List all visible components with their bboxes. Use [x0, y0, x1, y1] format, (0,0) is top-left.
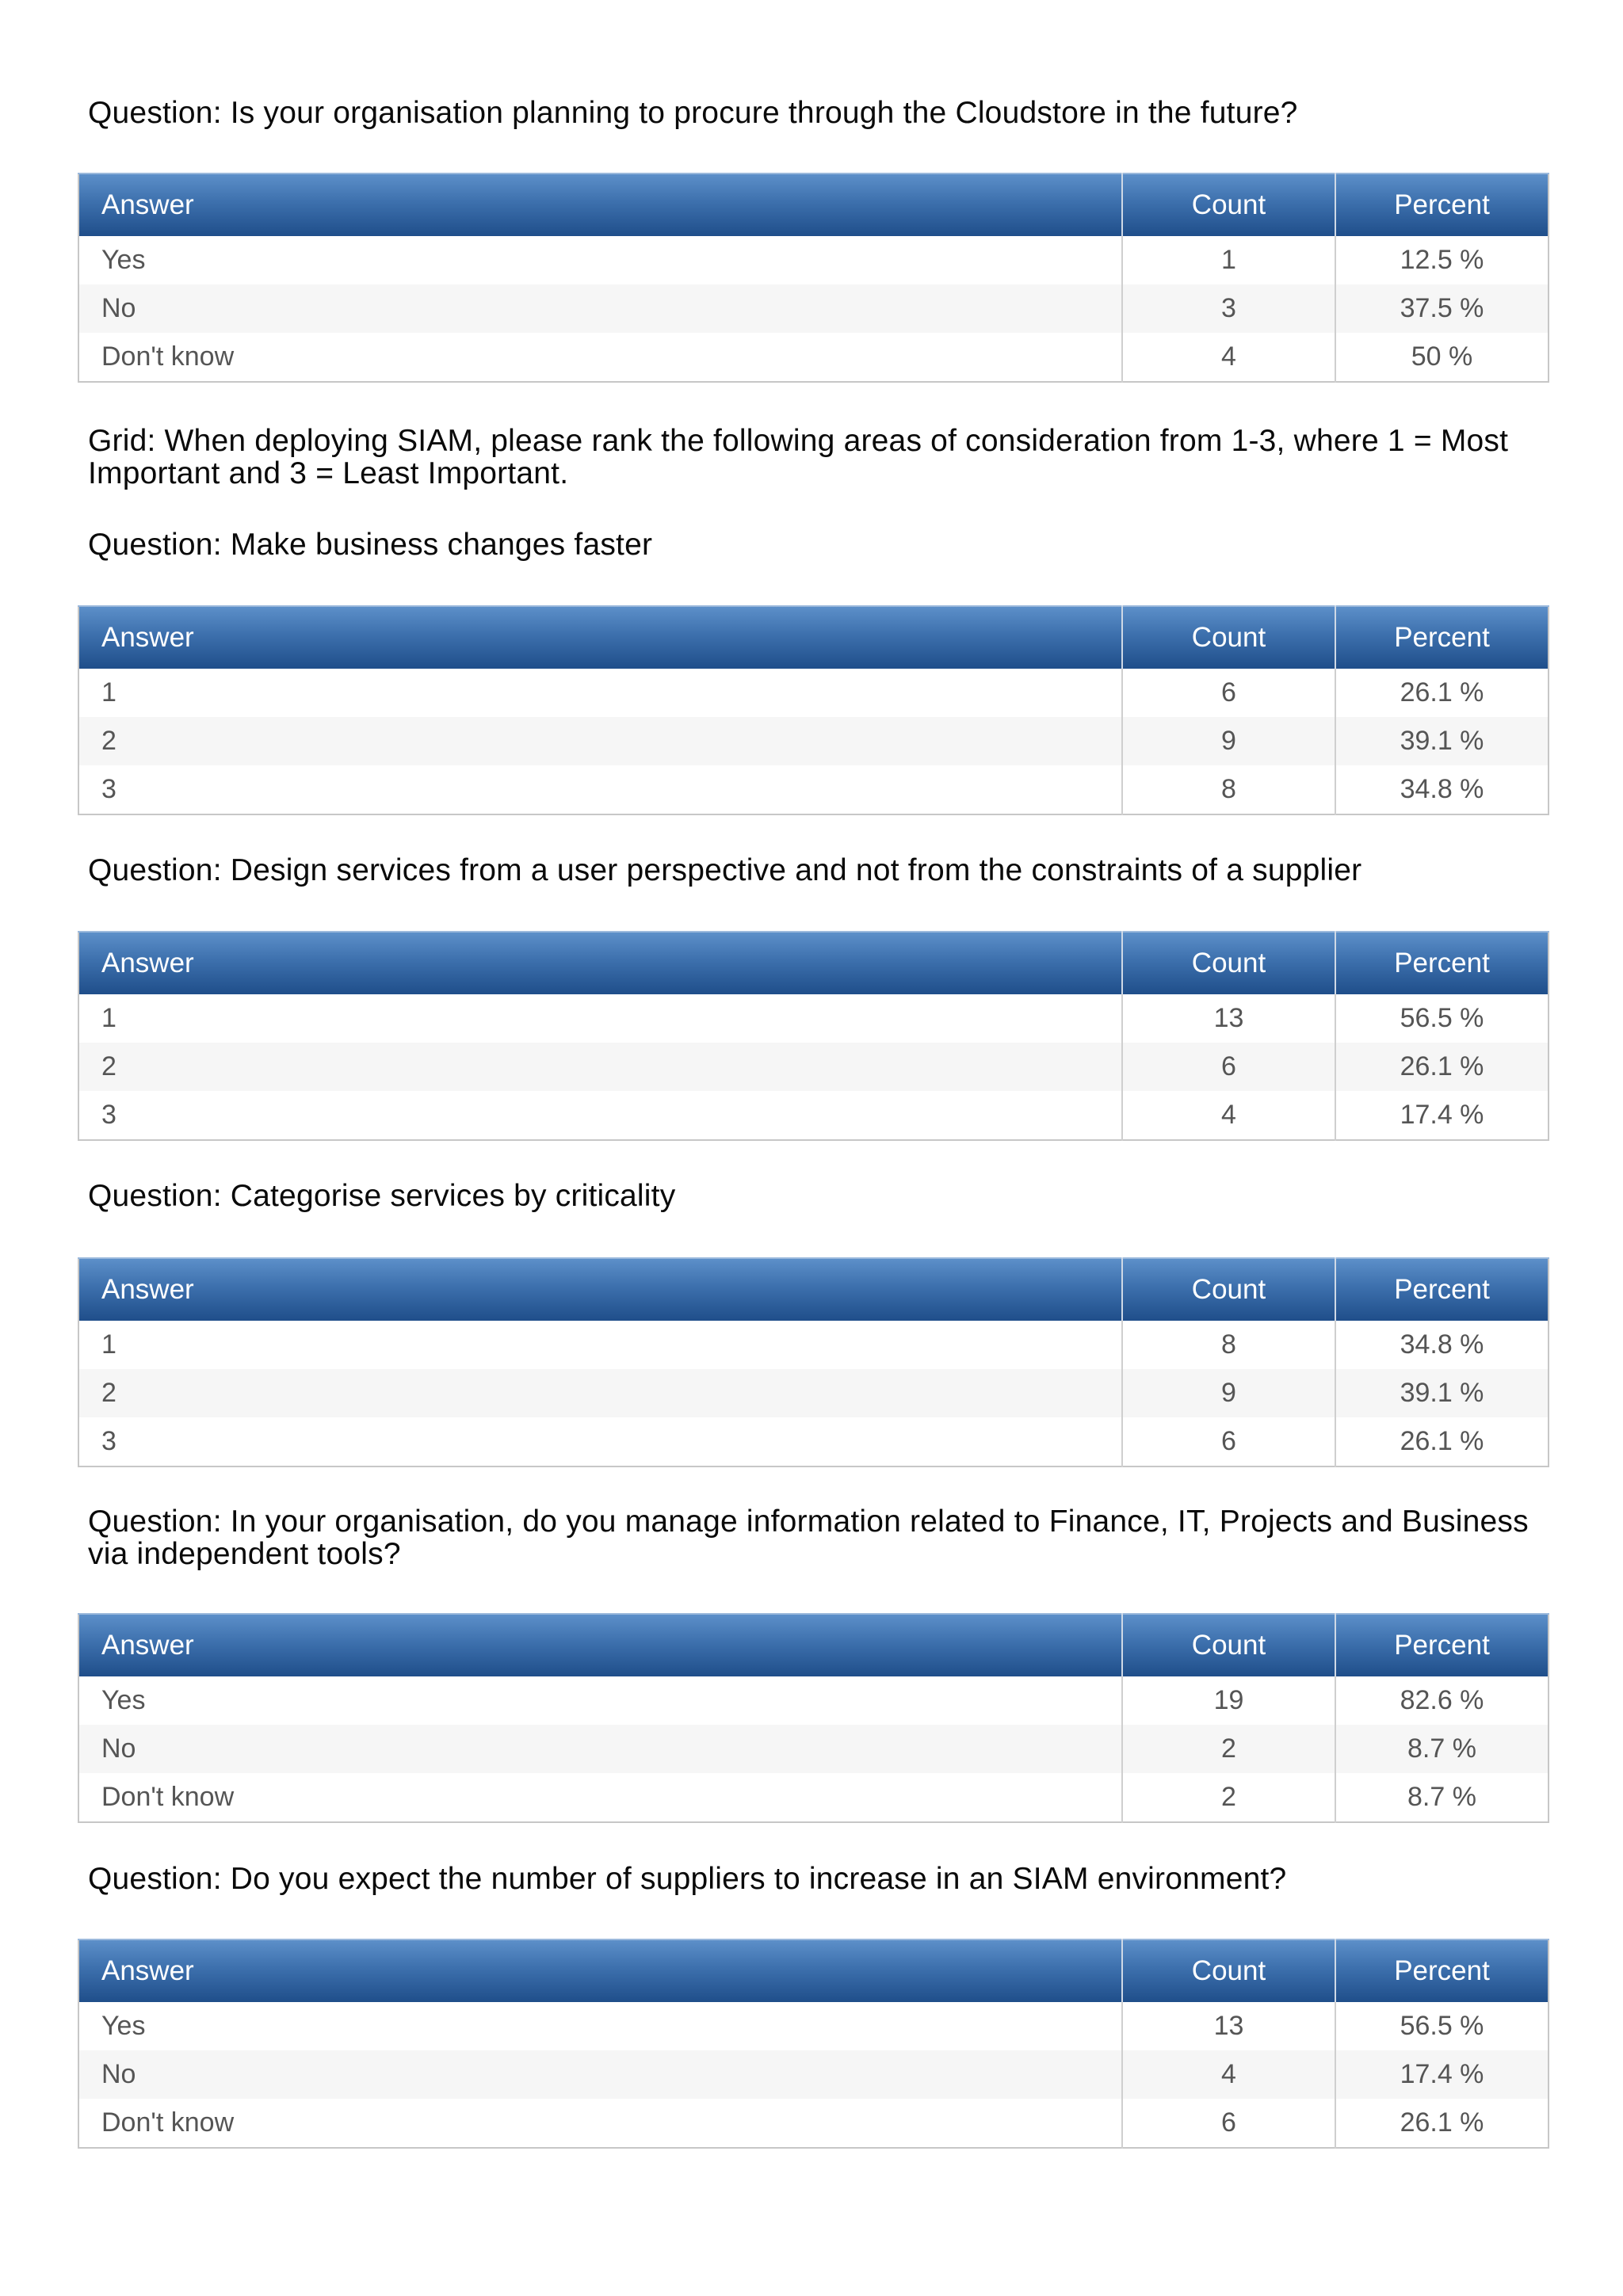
- count-cell: 8: [1122, 1321, 1335, 1369]
- table-row: [78, 717, 1549, 765]
- answer-cell: 3: [78, 1417, 1122, 1466]
- answer-cell: Yes: [78, 1676, 1122, 1725]
- percent-cell: 82.6 %: [1335, 1676, 1549, 1725]
- table-row: [78, 2050, 1549, 2099]
- table-header-row: [78, 1939, 1549, 2002]
- question-title: Question: Design services from a user perspective and not from the constraints of a supplier: [88, 853, 1362, 887]
- count-column-header: Count: [1122, 606, 1335, 669]
- answer-cell: 1: [78, 1321, 1122, 1369]
- percent-cell: 56.5 %: [1335, 994, 1549, 1043]
- percent-cell: 26.1 %: [1335, 1043, 1549, 1091]
- answer-column-header: Answer: [78, 1939, 1122, 2002]
- question-title: Question: In your organisation, do you manage information related to Finance, IT, Projects and Business via independent tools?: [88, 1505, 1529, 1571]
- percent-cell: 12.5 %: [1335, 236, 1549, 284]
- answer-cell: Don't know: [78, 2099, 1122, 2148]
- table-row: [78, 1676, 1549, 1725]
- percent-cell: 50 %: [1335, 333, 1549, 382]
- count-cell: 2: [1122, 1773, 1335, 1822]
- percent-cell: 26.1 %: [1335, 669, 1549, 717]
- table-row: [78, 1417, 1549, 1466]
- answer-cell: 3: [78, 765, 1122, 814]
- table-row: [78, 1369, 1549, 1417]
- percent-cell: 34.8 %: [1335, 1321, 1549, 1369]
- question-title: Question: Make business changes faster: [88, 528, 653, 562]
- count-column-header: Count: [1122, 174, 1335, 236]
- table-header-row: [78, 606, 1549, 669]
- percent-column-header: Percent: [1335, 606, 1549, 669]
- percent-cell: 39.1 %: [1335, 1369, 1549, 1417]
- answer-column-header: Answer: [78, 174, 1122, 236]
- table-row: [78, 1091, 1549, 1140]
- count-cell: 19: [1122, 1676, 1335, 1725]
- count-cell: 13: [1122, 994, 1335, 1043]
- answer-cell: Yes: [78, 236, 1122, 284]
- percent-cell: 17.4 %: [1335, 2050, 1549, 2099]
- table-row: [78, 765, 1549, 814]
- table-row: [78, 1773, 1549, 1822]
- count-cell: 2: [1122, 1725, 1335, 1773]
- table-row: [78, 1321, 1549, 1369]
- answer-cell: Yes: [78, 2002, 1122, 2050]
- answer-cell: 1: [78, 994, 1122, 1043]
- table-header-row: [78, 932, 1549, 994]
- count-cell: 6: [1122, 1043, 1335, 1091]
- count-cell: 6: [1122, 669, 1335, 717]
- percent-column-header: Percent: [1335, 1939, 1549, 2002]
- table-row: [78, 1725, 1549, 1773]
- percent-column-header: Percent: [1335, 1258, 1549, 1321]
- answer-cell: 3: [78, 1091, 1122, 1140]
- table-row: [78, 284, 1549, 333]
- answer-column-header: Answer: [78, 606, 1122, 669]
- count-cell: 9: [1122, 1369, 1335, 1417]
- percent-cell: 39.1 %: [1335, 717, 1549, 765]
- results-table: [78, 1257, 1549, 1467]
- answer-column-header: Answer: [78, 932, 1122, 994]
- table-row: [78, 2099, 1549, 2148]
- count-cell: 8: [1122, 765, 1335, 814]
- count-cell: 6: [1122, 2099, 1335, 2148]
- answer-column-header: Answer: [78, 1258, 1122, 1321]
- percent-column-header: Percent: [1335, 932, 1549, 994]
- table-row: [78, 333, 1549, 382]
- question-title: Question: Do you expect the number of suppliers to increase in an SIAM environment?: [88, 1862, 1287, 1896]
- count-cell: 1: [1122, 236, 1335, 284]
- count-cell: 13: [1122, 2002, 1335, 2050]
- grid-title: Grid: When deploying SIAM, please rank the following areas of consideration from 1-3, where 1 = Most Important and 3 = Least Important.: [88, 424, 1509, 490]
- count-column-header: Count: [1122, 1939, 1335, 2002]
- table-header-row: [78, 174, 1549, 236]
- results-table: [78, 605, 1549, 815]
- table-header-row: [78, 1614, 1549, 1676]
- count-cell: 3: [1122, 284, 1335, 333]
- answer-cell: 2: [78, 1369, 1122, 1417]
- count-cell: 4: [1122, 1091, 1335, 1140]
- percent-cell: 37.5 %: [1335, 284, 1549, 333]
- count-column-header: Count: [1122, 932, 1335, 994]
- table-row: [78, 994, 1549, 1043]
- results-table: [78, 1613, 1549, 1823]
- results-table: [78, 931, 1549, 1141]
- count-cell: 6: [1122, 1417, 1335, 1466]
- count-cell: 4: [1122, 2050, 1335, 2099]
- table-row: [78, 1043, 1549, 1091]
- percent-cell: 34.8 %: [1335, 765, 1549, 814]
- results-table: [78, 1939, 1549, 2149]
- table-row: [78, 236, 1549, 284]
- answer-cell: No: [78, 284, 1122, 333]
- percent-cell: 56.5 %: [1335, 2002, 1549, 2050]
- results-table: [78, 173, 1549, 383]
- answer-cell: Don't know: [78, 333, 1122, 382]
- table-row: [78, 2002, 1549, 2050]
- answer-cell: No: [78, 1725, 1122, 1773]
- question-title: Question: Is your organisation planning to procure through the Cloudstore in the future?: [88, 96, 1298, 130]
- answer-cell: 2: [78, 1043, 1122, 1091]
- answer-column-header: Answer: [78, 1614, 1122, 1676]
- answer-cell: 2: [78, 717, 1122, 765]
- percent-cell: 26.1 %: [1335, 1417, 1549, 1466]
- question-title: Question: Categorise services by criticality: [88, 1179, 676, 1213]
- percent-cell: 17.4 %: [1335, 1091, 1549, 1140]
- table-row: [78, 669, 1549, 717]
- count-column-header: Count: [1122, 1614, 1335, 1676]
- count-column-header: Count: [1122, 1258, 1335, 1321]
- answer-cell: Don't know: [78, 1773, 1122, 1822]
- percent-column-header: Percent: [1335, 174, 1549, 236]
- answer-cell: No: [78, 2050, 1122, 2099]
- count-cell: 9: [1122, 717, 1335, 765]
- percent-cell: 8.7 %: [1335, 1773, 1549, 1822]
- answer-cell: 1: [78, 669, 1122, 717]
- percent-cell: 26.1 %: [1335, 2099, 1549, 2148]
- percent-column-header: Percent: [1335, 1614, 1549, 1676]
- percent-cell: 8.7 %: [1335, 1725, 1549, 1773]
- table-header-row: [78, 1258, 1549, 1321]
- count-cell: 4: [1122, 333, 1335, 382]
